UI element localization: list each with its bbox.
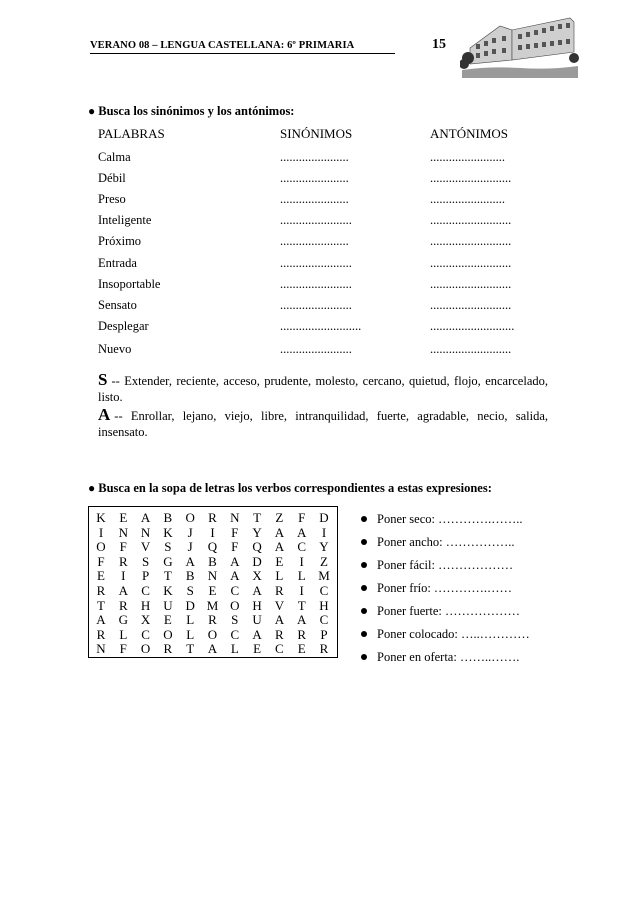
grid-letter[interactable]: M <box>318 568 330 584</box>
grid-letter[interactable]: E <box>297 641 306 657</box>
grid-letter[interactable]: F <box>231 539 239 555</box>
grid-letter[interactable]: L <box>186 626 195 642</box>
table-row <box>88 319 546 339</box>
antonym-blank[interactable]: ........................ <box>430 150 505 164</box>
table-row <box>88 213 546 233</box>
grid-letter[interactable]: B <box>208 553 217 569</box>
table-row <box>88 277 546 297</box>
synonym-blank[interactable]: ...................... <box>280 192 349 206</box>
grid-letter[interactable]: S <box>186 583 194 598</box>
word-search-grid <box>88 506 338 658</box>
grid-letter[interactable]: R <box>118 597 128 613</box>
expression-text[interactable]: Poner frío: ………….…… <box>377 581 513 595</box>
bullet-icon <box>361 585 367 591</box>
bullet-icon <box>361 562 367 568</box>
grid-letter[interactable]: Z <box>275 510 284 525</box>
list-item <box>360 650 600 673</box>
list-item <box>360 627 600 650</box>
grid-letter[interactable]: I <box>321 524 327 540</box>
synonym-blank[interactable]: ....................... <box>280 342 352 356</box>
grid-letter[interactable]: Z <box>320 553 328 569</box>
synonyms-heading <box>88 104 294 119</box>
synonyms-table <box>88 118 546 368</box>
school-building-image <box>460 8 580 78</box>
synonym-blank[interactable]: ....................... <box>280 277 352 291</box>
synonyms-hint-letter: S <box>98 370 108 389</box>
grid-letter[interactable]: A <box>296 612 307 628</box>
grid-letter[interactable]: G <box>163 553 173 569</box>
grid-letter[interactable]: C <box>319 612 329 628</box>
column-header-synonyms: SINÓNIMOS <box>280 126 353 141</box>
grid-letter[interactable]: L <box>230 641 239 657</box>
word-search-heading <box>88 481 492 496</box>
grid-letter[interactable]: R <box>96 583 106 598</box>
synonym-blank[interactable]: ....................... <box>280 213 352 227</box>
synonym-blank[interactable]: ....................... <box>280 256 352 270</box>
antonym-blank[interactable]: .......................... <box>430 298 512 312</box>
grid-letter[interactable]: N <box>230 510 240 525</box>
grid-letter[interactable]: E <box>97 568 105 584</box>
word-search-heading-text: Busca en la sopa de letras los verbos correspondientes a estas expresiones: <box>98 481 492 495</box>
antonyms-hint <box>98 407 548 440</box>
grid-letter[interactable]: I <box>299 553 304 569</box>
grid-letter[interactable]: S <box>164 539 172 555</box>
antonyms-hint-letter: A <box>98 405 111 424</box>
synonyms-hint-text: -- Extender, reciente, acceso, prudente, molesto, cercano, quietud, flojo, encarcelado, listo. <box>98 374 548 404</box>
antonym-blank[interactable]: .......................... <box>430 234 512 248</box>
grid-letter[interactable]: L <box>119 626 128 642</box>
grid-letter[interactable]: A <box>252 626 262 642</box>
table-row <box>88 298 546 318</box>
grid-letter[interactable]: C <box>275 641 284 657</box>
grid-letter[interactable]: R <box>208 510 217 525</box>
grid-letter[interactable]: C <box>141 626 150 642</box>
grid-letter[interactable]: A <box>230 568 240 584</box>
grid-letter[interactable]: G <box>118 612 128 628</box>
table-row <box>88 150 546 170</box>
word-cell: Entrada <box>98 256 137 270</box>
grid-letter[interactable]: O <box>96 539 106 555</box>
grid-letter[interactable]: R <box>96 626 106 642</box>
grid-letter[interactable]: R <box>275 583 284 598</box>
grid-letter[interactable]: K <box>96 510 106 525</box>
grid-letter[interactable]: Q <box>207 539 218 555</box>
synonym-blank[interactable]: ...................... <box>280 150 349 164</box>
list-item <box>360 604 600 627</box>
grid-letter[interactable]: F <box>119 539 127 555</box>
grid-letter[interactable]: D <box>319 510 329 525</box>
page-header-title: VERANO 08 – LENGUA CASTELLANA: 6º PRIMARIA <box>90 40 355 51</box>
grid-letter[interactable]: T <box>186 641 195 657</box>
grid-letter[interactable]: B <box>185 568 195 584</box>
grid-letter[interactable]: N <box>96 641 106 657</box>
grid-letter[interactable]: F <box>119 641 127 657</box>
grid-letter[interactable]: A <box>118 583 128 598</box>
column-header-words: PALABRAS <box>98 126 165 141</box>
list-item <box>360 512 600 535</box>
grid-letter[interactable]: C <box>230 626 240 642</box>
grid-letter[interactable]: A <box>96 612 106 628</box>
grid-letter[interactable]: R <box>319 641 329 657</box>
grid-letter[interactable]: C <box>319 583 329 598</box>
grid-letter[interactable]: A <box>230 553 240 569</box>
grid-letter[interactable]: A <box>207 641 218 657</box>
table-row <box>88 192 546 212</box>
grid-letter[interactable]: P <box>141 568 150 584</box>
word-cell: Insoportable <box>98 277 161 291</box>
grid-letter[interactable]: A <box>185 553 195 569</box>
grid-letter[interactable]: D <box>252 553 262 569</box>
header-underline <box>90 53 395 54</box>
grid-letter[interactable]: E <box>119 510 128 525</box>
grid-letter[interactable]: J <box>187 524 193 540</box>
expression-text[interactable]: Poner ancho: …………….. <box>377 535 515 549</box>
grid-letter[interactable]: R <box>118 553 128 569</box>
synonyms-hint <box>98 372 548 405</box>
grid-letter[interactable]: M <box>206 597 219 613</box>
grid-letter[interactable]: K <box>163 583 173 598</box>
bullet-icon <box>361 631 367 637</box>
grid-letter[interactable]: C <box>141 583 150 598</box>
expression-text[interactable]: Poner fuerte: ……………… <box>377 604 521 618</box>
word-cell: Débil <box>98 171 126 185</box>
grid-letter[interactable]: E <box>163 612 172 628</box>
grid-letter[interactable]: N <box>207 568 218 584</box>
page-number: 15 <box>432 37 446 52</box>
antonym-blank[interactable]: .......................... <box>430 171 512 185</box>
grid-letter[interactable]: R <box>297 626 307 642</box>
grid-letter[interactable]: H <box>252 597 262 613</box>
word-cell: Sensato <box>98 298 137 312</box>
grid-letter[interactable]: R <box>163 641 173 657</box>
grid-letter[interactable]: A <box>296 524 307 540</box>
bullet-icon: ● <box>88 104 96 118</box>
grid-letter[interactable]: X <box>252 568 262 584</box>
synonym-blank[interactable]: ....................... <box>280 298 352 312</box>
grid-letter[interactable]: H <box>319 597 329 613</box>
word-cell: Desplegar <box>98 319 149 333</box>
word-cell: Calma <box>98 150 131 164</box>
grid-letter[interactable]: X <box>140 612 151 628</box>
grid-letter[interactable]: R <box>208 612 217 628</box>
grid-letter[interactable]: Y <box>252 524 262 540</box>
table-row <box>88 234 546 254</box>
expression-text[interactable]: Poner seco: ………….…….. <box>377 512 523 526</box>
grid-letter[interactable]: S <box>231 612 239 628</box>
grid-letter[interactable]: B <box>163 510 173 525</box>
grid-letter[interactable]: D <box>185 597 195 613</box>
table-row <box>88 256 546 276</box>
grid-letter[interactable]: T <box>297 597 306 613</box>
synonym-blank[interactable]: ...................... <box>280 234 349 248</box>
grid-letter[interactable]: L <box>275 568 284 584</box>
bullet-icon: ● <box>88 481 96 495</box>
synonyms-heading-text: Busca los sinónimos y los antónimos: <box>98 104 295 118</box>
grid-letter[interactable]: H <box>140 597 151 613</box>
column-header-antonyms: ANTÓNIMOS <box>430 126 508 141</box>
grid-letter[interactable]: E <box>253 641 262 657</box>
bullet-icon <box>361 654 367 660</box>
bullet-icon <box>361 539 367 545</box>
grid-letter[interactable]: L <box>186 612 195 628</box>
expression-text[interactable]: Poner fácil: ……………… <box>377 558 514 572</box>
grid-letter[interactable]: Q <box>252 539 262 555</box>
synonym-blank[interactable]: ...................... <box>280 171 349 185</box>
grid-letter[interactable]: K <box>163 524 173 540</box>
antonym-blank[interactable]: .......................... <box>430 342 512 356</box>
word-cell: Inteligente <box>98 213 152 227</box>
antonym-blank[interactable]: ........................ <box>430 192 505 206</box>
antonym-blank[interactable]: .......................... <box>430 213 512 227</box>
grid-letter[interactable]: O <box>207 626 218 642</box>
grid-letter[interactable]: E <box>208 583 217 598</box>
grid-letter[interactable]: P <box>320 626 328 642</box>
grid-letter[interactable]: I <box>121 568 126 584</box>
grid-letter[interactable]: I <box>299 583 304 598</box>
grid-letter[interactable]: F <box>231 524 239 540</box>
grid-letter[interactable]: O <box>185 510 195 525</box>
grid-letter[interactable]: O <box>163 626 173 642</box>
grid-letter[interactable]: O <box>140 641 151 657</box>
grid-letter[interactable]: C <box>230 583 240 598</box>
grid-letter[interactable]: V <box>274 597 285 613</box>
grid-letter[interactable]: U <box>163 597 173 613</box>
list-item <box>360 581 600 604</box>
grid-letter[interactable]: L <box>297 568 306 584</box>
word-cell: Próximo <box>98 234 142 248</box>
grid-letter[interactable]: O <box>230 597 240 613</box>
grid-letter[interactable]: N <box>118 524 128 540</box>
grid-letter[interactable]: R <box>275 626 284 642</box>
antonyms-hint-text: -- Enrollar, lejano, viejo, libre, intranquilidad, fuerte, agradable, necio, salida, insensato. <box>98 409 548 439</box>
bullet-icon <box>361 608 367 614</box>
antonym-blank[interactable]: .......................... <box>430 277 512 291</box>
word-cell: Nuevo <box>98 342 132 356</box>
grid-letter[interactable]: A <box>274 524 285 540</box>
expression-text[interactable]: Poner colocado: …..………… <box>377 627 530 641</box>
antonym-blank[interactable]: ........................... <box>430 319 515 333</box>
word-cell: Preso <box>98 192 126 206</box>
table-row <box>88 342 546 362</box>
grid-letter[interactable]: A <box>274 612 285 628</box>
grid-letter[interactable]: F <box>97 553 105 569</box>
table-row <box>88 171 546 191</box>
list-item <box>360 535 600 558</box>
grid-letter[interactable]: I <box>98 524 104 540</box>
antonym-blank[interactable]: .......................... <box>430 256 512 270</box>
grid-letter[interactable]: C <box>297 539 307 555</box>
grid-letter[interactable]: S <box>141 553 150 569</box>
grid-letter[interactable]: F <box>298 510 306 525</box>
grid-letter[interactable]: T <box>163 568 172 584</box>
grid-letter[interactable]: E <box>275 553 284 569</box>
grid-letter[interactable]: T <box>253 510 262 525</box>
grid-letter[interactable]: I <box>210 524 215 540</box>
grid-letter[interactable]: Y <box>319 539 329 555</box>
expressions-list <box>360 512 600 673</box>
grid-letter[interactable]: N <box>140 524 151 540</box>
grid-letter[interactable]: T <box>97 597 105 613</box>
list-item <box>360 558 600 581</box>
grid-letter[interactable]: A <box>140 510 151 525</box>
grid-letter[interactable]: V <box>140 539 151 555</box>
expression-text[interactable]: Poner en oferta: ……..……. <box>377 650 520 664</box>
bullet-icon <box>361 516 367 522</box>
grid-letter[interactable]: U <box>252 612 262 628</box>
grid-letter[interactable]: J <box>187 539 193 555</box>
grid-letter[interactable]: A <box>252 583 262 598</box>
synonym-blank[interactable]: .......................... <box>280 319 362 333</box>
grid-letter[interactable]: A <box>274 539 285 555</box>
